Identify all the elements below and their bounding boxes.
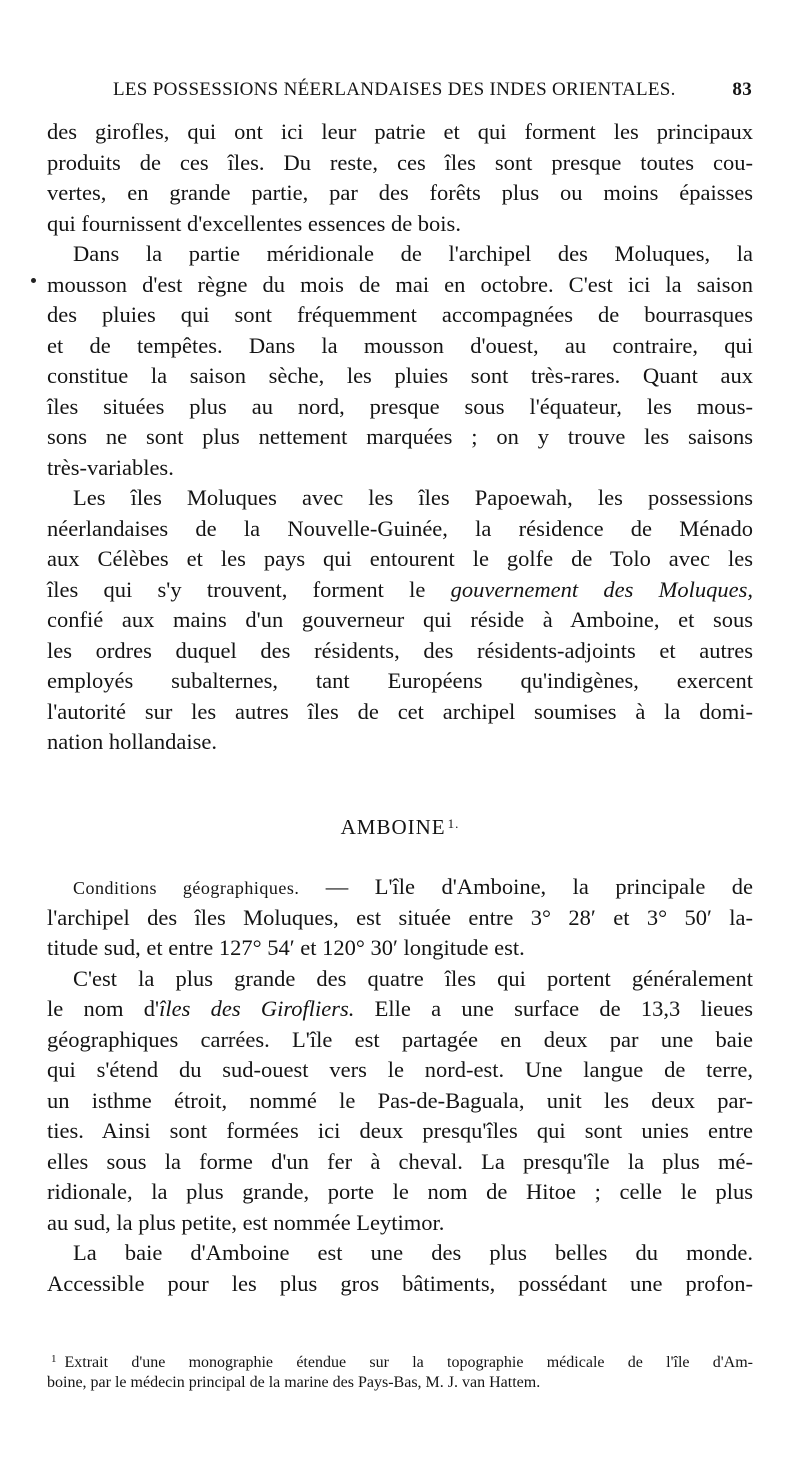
- text-line: des girofles, qui ont ici leur patrie et qui forment les principaux: [47, 119, 753, 144]
- text-line: titude sud, et entre 127° 54′ et 120° 30′ longitude est.: [47, 935, 525, 960]
- text-line: l'archipel des îles Moluques, est située entre 3° 28′ et 3° 50′ la-: [47, 904, 753, 930]
- footnote-text: Extrait d'une monographie étendue sur la topographie médicale de l'île d'Am-: [64, 1354, 753, 1371]
- text-line: qui fournissent d'excellentes essences de bois.: [47, 210, 461, 236]
- text-line: ties. Ainsi sont formées ici deux presqu'îles qui sont unies entre: [47, 1118, 753, 1143]
- section-heading: [0, 815, 800, 840]
- text-line: C'est la plus grande des quatre îles qui portent généralement: [73, 965, 753, 991]
- italic-term: gouvernement des Moluques,: [450, 576, 753, 602]
- text-line: îles situées plus au nord, presque sous l'équateur, les mous-: [47, 393, 753, 419]
- text-line: ridionale, la plus grande, porte le nom de Hitoe ; celle le plus: [47, 1179, 753, 1204]
- text-line: nation hollandaise.: [47, 729, 217, 754]
- body-text-top: [47, 117, 753, 758]
- text-line: très-variables.: [47, 454, 174, 480]
- text-line: aux Célèbes et les pays qui entourent le golfe de Tolo avec les: [47, 546, 753, 571]
- text-line: La baie d'Amboine est une des plus belles du monde.: [73, 1240, 753, 1265]
- page-number: 83: [732, 79, 752, 100]
- text-line: l'autorité sur les autres îles de cet archipel soumises à la domi-: [47, 698, 753, 724]
- text-line: [47, 994, 753, 1025]
- text-line: et de tempêtes. Dans la mousson d'ouest, au contraire, qui: [47, 332, 753, 358]
- footnote-ref: 1.: [447, 816, 460, 831]
- text-line: au sud, la plus petite, est nommée Leytimor.: [47, 1209, 445, 1235]
- text-line: Accessible pour les plus gros bâtiments, possédant une profon-: [47, 1270, 753, 1296]
- footnote-line: [47, 1347, 753, 1371]
- section-heading-text: AMBOINE: [340, 815, 446, 839]
- text-line: vertes, en grande partie, par des forêts plus ou moins épaisses: [47, 180, 753, 205]
- text-segment: le nom d': [47, 996, 160, 1021]
- text-line: les ordres duquel des résidents, des résidents-adjoints et autres: [47, 637, 753, 663]
- text-line: employés subalternes, tant Européens qu'indigènes, exercent: [47, 668, 753, 693]
- italic-term: îles des Girofliers.: [159, 996, 355, 1021]
- text-line: qui s'étend du sud-ouest vers le nord-est. Une langue de terre,: [47, 1057, 753, 1082]
- text-line: Les îles Moluques avec les îles Papoewah, les possessions: [73, 485, 753, 510]
- text-line: géographiques carrées. L'île est partagée en deux par une baie: [47, 1026, 753, 1052]
- footnote: [47, 1347, 753, 1395]
- footnote-mark: 1: [51, 1353, 57, 1365]
- text-line: Dans la partie méridionale de l'archipel des Moluques, la: [73, 241, 753, 266]
- text-line: [47, 872, 753, 903]
- text-segment: — L'île d'Amboine, la principale de: [325, 874, 754, 899]
- text-line: sons ne sont plus nettement marquées ; on y trouve les saisons: [47, 424, 753, 449]
- text-line: elles sous la forme d'un fer à cheval. La presqu'île la plus mé-: [47, 1148, 753, 1174]
- footnote-line: boine, par le médecin principal de la marine des Pays-Bas, M. J. van Hattem.: [47, 1374, 541, 1391]
- body-text-bottom: [47, 872, 753, 1299]
- text-line: confié aux mains d'un gouverneur qui réside à Amboine, et sous: [47, 607, 753, 632]
- text-line: un isthme étroit, nommé le Pas-de-Baguala, unit les deux par-: [47, 1087, 753, 1113]
- text-line: constitue la saison sèche, les pluies sont très-rares. Quant aux: [47, 363, 753, 388]
- text-segment: îles qui s'y trouvent, forment le: [47, 576, 426, 602]
- text-line: [47, 575, 753, 606]
- running-title: LES POSSESSIONS NÉERLANDAISES DES INDES ORIENTALES.: [113, 79, 676, 100]
- text-line: produits de ces îles. Du reste, ces îles sont presque toutes cou-: [47, 149, 753, 175]
- small-caps-lead: Conditions géographiques.: [73, 878, 300, 898]
- text-line: mousson d'est règne du mois de mai en octobre. C'est ici la saison: [47, 271, 753, 297]
- margin-mark-icon: [31, 278, 36, 283]
- text-line: des pluies qui sont fréquemment accompagnées de bourrasques: [47, 302, 753, 327]
- text-segment: Elle a une surface de 13,3 lieues: [354, 996, 753, 1021]
- text-line: néerlandaises de la Nouvelle-Guinée, la résidence de Ménado: [47, 515, 753, 541]
